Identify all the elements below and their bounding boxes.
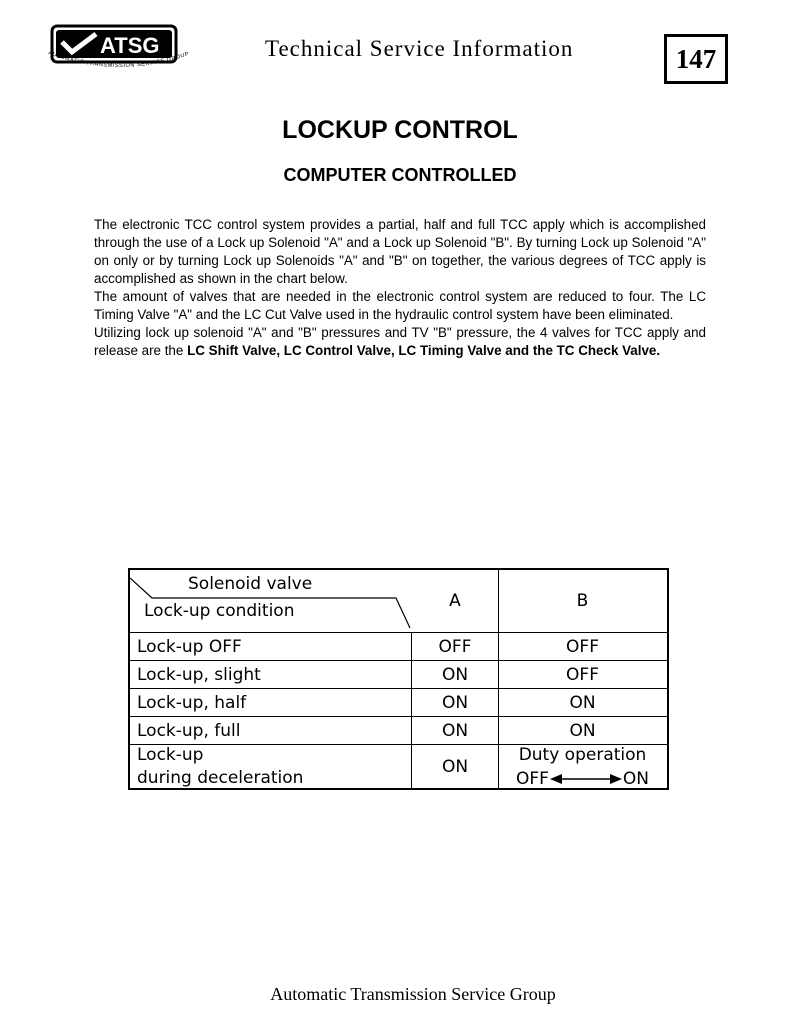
row-condition: Lock-up OFF	[130, 633, 412, 661]
row-condition: Lock-up, slight	[130, 661, 412, 689]
row-condition: Lock-up, half	[130, 689, 412, 717]
paragraph-2: The amount of valves that are needed in the electronic control system are reduced to four. The LC Timing Valve "A" and the LC Cut Valve used in the hydraulic control system have been eliminated.	[94, 289, 706, 322]
row-condition-line1: Lock-up	[137, 745, 204, 765]
row-solenoid-a: OFF	[412, 633, 499, 661]
paragraph-3	[94, 324, 706, 360]
lockup-table	[128, 568, 669, 790]
table-row	[130, 688, 667, 717]
table-row	[130, 716, 667, 745]
table-row	[130, 660, 667, 689]
header-col-a: A	[412, 570, 499, 632]
paragraph-3-text: Utilizing lock up solenoid "A" and "B" pressures and TV "B" pressure, the 4 valves for TCC apply and release are the	[94, 325, 706, 358]
row-solenoid-b	[498, 745, 667, 789]
row-condition-line2: during deceleration	[137, 768, 304, 788]
row-solenoid-a: ON	[412, 745, 499, 789]
duty-on: ON	[622, 769, 650, 789]
body-text	[94, 216, 706, 360]
double-arrow-icon	[550, 773, 622, 785]
footer-text: Automatic Transmission Service Group	[270, 984, 556, 1004]
row-solenoid-a: ON	[412, 689, 499, 717]
duty-off-on	[516, 767, 649, 791]
table-row	[130, 632, 667, 661]
row-condition	[130, 745, 412, 789]
atsg-logo	[40, 22, 200, 84]
page-title: LOCKUP CONTROL	[282, 116, 518, 144]
row-solenoid-b: ON	[569, 693, 596, 713]
row-solenoid-b: ON	[569, 721, 596, 741]
paragraph-1: The electronic TCC control system provides a partial, half and full TCC apply which is accomplished through the use of a Lock up Solenoid "A" and a Lock up Solenoid "B". By turning Lock up Solenoid "A" on only or by turning Lock up Solenoids "A" and "B" on together, the various degrees of TCC apply is accomplished as shown in the chart below.	[94, 217, 706, 286]
page-number: 147	[664, 34, 728, 84]
logo-text: ATSG	[100, 33, 160, 58]
row-solenoid-a: ON	[412, 717, 499, 745]
duty-off: OFF	[515, 769, 549, 789]
valve-list: LC Shift Valve, LC Control Valve, LC Timing Valve and the TC Check Valve.	[187, 343, 661, 358]
row-condition: Lock-up, full	[130, 717, 412, 745]
row-solenoid-b: OFF	[566, 665, 599, 685]
row-solenoid-b: OFF	[566, 637, 599, 657]
header-title: Technical Service Information	[265, 36, 574, 61]
duty-operation-label: Duty operation	[518, 745, 647, 765]
page-subtitle: COMPUTER CONTROLLED	[283, 165, 517, 185]
row-solenoid-a: ON	[412, 661, 499, 689]
table-row	[130, 744, 667, 789]
header-lockup-condition: Lock-up condition	[144, 601, 295, 621]
logo-ring-text: AUTOMATIC TRANSMISSION SERVICE GROUP	[47, 50, 191, 70]
header-col-b: B	[576, 591, 589, 611]
header-solenoid-valve: Solenoid valve	[188, 574, 313, 594]
